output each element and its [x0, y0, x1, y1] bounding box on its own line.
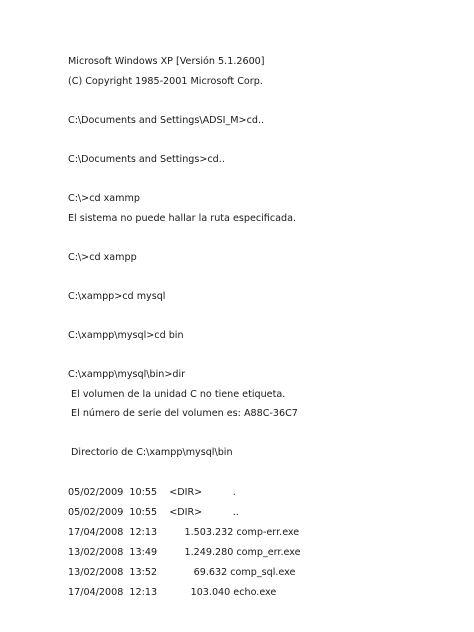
text-line-command: C:\>cd xampp: [68, 252, 137, 263]
text-line-command: C:\>cd xammp: [68, 193, 140, 204]
dir-listing-row: 05/02/2009 10:55 <DIR> .: [68, 487, 236, 498]
text-line-command: C:\Documents and Settings\ADSI_M>cd..: [68, 115, 265, 126]
text-line-command: C:\xampp\mysql>cd bin: [68, 330, 184, 341]
text-line-command: C:\xampp>cd mysql: [68, 291, 166, 302]
text-line-volume-serial: El número de serie del volumen es: A88C-36C7: [68, 408, 298, 419]
text-line-directory: Directorio de C:\xampp\mysql\bin: [68, 447, 233, 458]
text-line-copyright: (C) Copyright 1985-2001 Microsoft Corp.: [68, 76, 263, 87]
dir-listing-row: 13/02/2008 13:52 69.632 comp_sql.exe: [68, 567, 296, 578]
text-line-volume-label: El volumen de la unidad C no tiene etiqueta.: [68, 389, 286, 400]
text-line-os-version: Microsoft Windows XP [Versión 5.1.2600]: [68, 56, 265, 67]
dir-listing-row: 17/04/2008 12:13 103.040 echo.exe: [68, 587, 277, 598]
dir-listing-row: 17/04/2008 12:13 1.503.232 comp-err.exe: [68, 527, 300, 538]
text-line-error: El sistema no puede hallar la ruta especificada.: [68, 213, 297, 224]
text-line-command: C:\Documents and Settings>cd..: [68, 154, 225, 165]
text-line-command: C:\xampp\mysql\bin>dir: [68, 369, 186, 380]
dir-listing-row: 13/02/2008 13:49 1.249.280 comp_err.exe: [68, 547, 301, 558]
dir-listing-row: 05/02/2009 10:55 <DIR> ..: [68, 507, 239, 518]
